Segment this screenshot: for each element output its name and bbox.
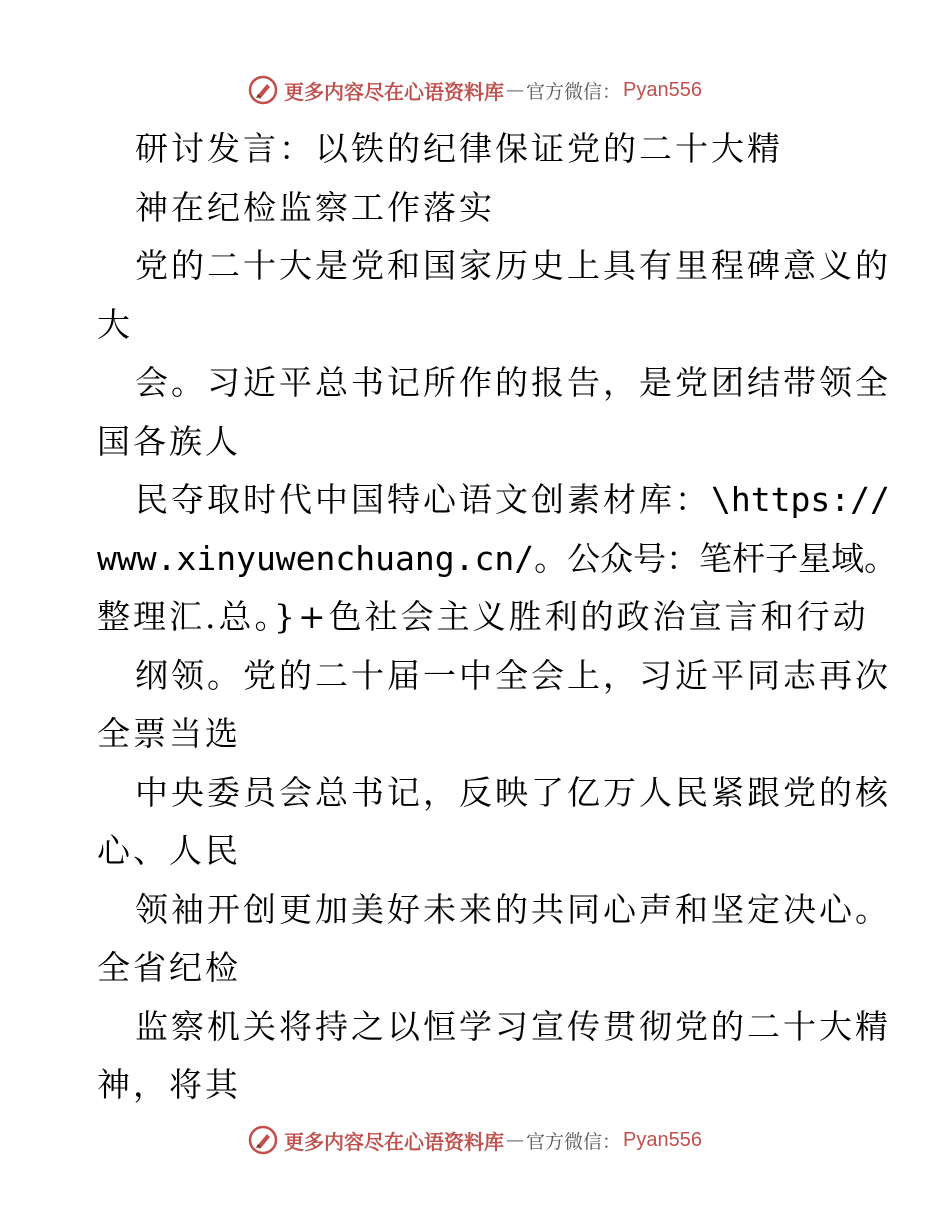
paragraph-line: 全票当选 xyxy=(97,714,241,753)
footer-slogan: 更多内容尽在心语资料库 xyxy=(284,1129,504,1154)
footer-banner xyxy=(0,1120,950,1160)
footer-dash: — xyxy=(506,1129,524,1151)
document-body xyxy=(97,120,898,1115)
header-wechat-label: 官方微信： xyxy=(526,80,622,103)
paragraph-line: 心、人民 xyxy=(97,831,241,870)
paragraph-line: 会。习近平总书记所作的报告，是党团结带领全 xyxy=(135,363,891,402)
paragraph-line: 纲领。党的二十届一中全会上，习近平同志再次 xyxy=(135,655,891,695)
footer-wechat-id: Pyan556 xyxy=(623,1128,702,1151)
paragraph-line: 党的二十大是党和国家历史上具有里程碑意义的 xyxy=(135,246,891,285)
header-dash: — xyxy=(506,79,524,101)
title-line-1: 研讨发言：以铁的纪律保证党的二十大精 xyxy=(135,129,783,168)
paragraph-line-with-url xyxy=(97,471,890,530)
header-wechat-id: Pyan556 xyxy=(623,78,702,101)
paragraph-line: 中央委员会总书记，反映了亿万人民紧跟党的核 xyxy=(135,772,891,812)
paragraph-line: 神，将其 xyxy=(97,1065,241,1104)
url-line: www.xinyuwenchuang.cn/。公众号：笔杆子星域。 xyxy=(97,538,898,578)
header-slogan: 更多内容尽在心语资料库 xyxy=(284,79,504,104)
paragraph-line: 整理汇.总。}+色社会主义胜利的政治宣言和行动 xyxy=(97,597,869,636)
footer-wechat-label: 官方微信： xyxy=(526,1130,622,1153)
paragraph-line: 监察机关将持之以恒学习宣传贯彻党的二十大精 xyxy=(135,1006,891,1046)
title-line-2: 神在纪检监察工作落实 xyxy=(135,187,495,227)
paragraph-line: 国各族人 xyxy=(97,421,241,461)
paragraph-text: 民夺取时代中国特心语文创素材库： xyxy=(135,480,711,519)
paragraph-line: 全省纪检 xyxy=(97,948,241,987)
paragraph-line: 领袖开创更加美好未来的共同心声和坚定决心。 xyxy=(135,889,891,929)
paragraph-line: 大 xyxy=(97,304,133,344)
url-fragment: \https:// xyxy=(711,480,890,519)
pen-seal-icon xyxy=(248,75,278,105)
header-banner xyxy=(0,70,950,110)
pen-seal-icon xyxy=(248,1125,278,1155)
